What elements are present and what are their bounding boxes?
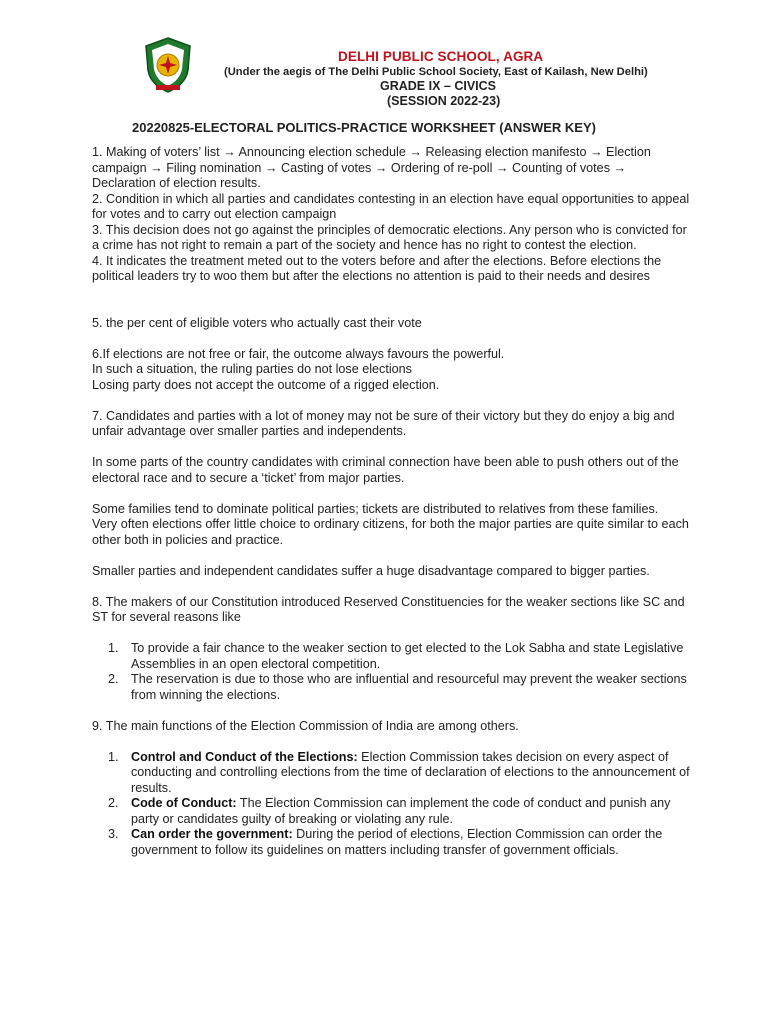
list-item-text: To provide a fair chance to the weaker section to get elected to the Lok Sabha and state Legislative Assemblies in an open electoral competition. xyxy=(131,641,684,671)
list-item xyxy=(92,750,692,797)
list-item-number: 1. xyxy=(108,749,119,764)
list-item-number: 1. xyxy=(108,641,119,655)
answer-8-list xyxy=(92,641,692,703)
answer-7-paragraph-2: In some parts of the country candidates with criminal connection have been able to push others out of the electoral race and to secure a ‘ticket’ from major parties. xyxy=(92,455,679,485)
answer-7-paragraph-5: Smaller parties and independent candidates suffer a huge disadvantage compared to bigger parties. xyxy=(92,563,650,578)
list-item-number: 2. xyxy=(108,796,119,810)
answer-7-paragraph-1: 7. Candidates and parties with a lot of money may not be sure of their victory but they do enjoy a big and unfair advantage over smaller parties and independents. xyxy=(92,408,675,438)
list-item xyxy=(92,641,692,672)
school-name: DELHI PUBLIC SCHOOL, AGRA xyxy=(338,49,544,64)
list-item-text: Election Commission takes decision on every aspect of conducting and controlling elections from the time of declaration of elections to the announcement of results. xyxy=(131,749,690,795)
session-label: (SESSION 2022-23) xyxy=(387,94,501,108)
list-item-term: Code of Conduct: xyxy=(131,796,237,810)
grade-label: GRADE IX – CIVICS xyxy=(380,79,496,93)
worksheet-title: 20220825-ELECTORAL POLITICS-PRACTICE WORKSHEET (ANSWER KEY) xyxy=(132,120,596,135)
answer-7-paragraph-3: Some families tend to dominate political parties; tickets are distributed to relatives from these families. xyxy=(92,501,659,516)
answer-key-body xyxy=(92,145,692,858)
answer-5: 5. the per cent of eligible voters who actually cast their vote xyxy=(92,315,422,330)
list-item xyxy=(92,672,692,703)
list-item-text: The Election Commission can implement the code of conduct and punish any party or candidates guilty of breaking or violating any rule. xyxy=(131,796,671,826)
list-item-text: During the period of elections, Election Commission can order the government to follow its guidelines on matters including transfer of government officials. xyxy=(131,827,663,857)
answer-6-line-3: Losing party does not accept the outcome of a rigged election. xyxy=(92,377,440,392)
list-item xyxy=(92,827,692,858)
school-crest-logo xyxy=(142,36,194,94)
list-item-term: Can order the government: xyxy=(131,827,293,841)
answer-2: 2. Condition in which all parties and candidates contesting in an election have equal opportunities to appeal for votes and to carry out election campaign xyxy=(92,191,690,221)
list-item-text: The reservation is due to those who are influential and resourceful may prevent the weaker sections from winning the elections. xyxy=(131,672,687,702)
list-item-term: Control and Conduct of the Elections: xyxy=(131,749,358,764)
answer-1: 1. Making of voters’ list → Announcing election schedule → Releasing election manifesto → Election campaign → Filing nomination → Casting of votes → Ordering of re-poll → Counting of votes → Declaration of election results. xyxy=(92,145,651,190)
answer-7-paragraph-4: Very often elections offer little choice to ordinary citizens, for both the major parties are quite similar to each other both in policies and practice. xyxy=(92,517,689,547)
answer-6-line-2: In such a situation, the ruling parties do not lose elections xyxy=(92,362,412,376)
answer-9-list xyxy=(92,750,692,859)
answer-8-intro: 8. The makers of our Constitution introduced Reserved Constituencies for the weaker sections like SC and ST for several reasons like xyxy=(92,594,685,624)
answer-4: 4. It indicates the treatment meted out to the voters before and after the elections. Before elections the political leaders try to woo them but after the elections no attention is paid to their needs and desires xyxy=(92,253,662,283)
list-item-number: 3. xyxy=(108,827,119,841)
answer-9-intro: 9. The main functions of the Election Commission of India are among others. xyxy=(92,718,519,733)
school-subtitle: (Under the aegis of The Delhi Public School Society, East of Kailash, New Delhi) xyxy=(224,66,648,78)
answer-3: 3. This decision does not go against the principles of democratic elections. Any person who is convicted for a crime has not right to remain a part of the society and hence has no right to contest the election. xyxy=(92,222,687,252)
list-item-number: 2. xyxy=(108,672,119,686)
list-item xyxy=(92,796,692,827)
answer-6-line-1: 6.If elections are not free or fair, the outcome always favours the powerful. xyxy=(92,346,505,361)
